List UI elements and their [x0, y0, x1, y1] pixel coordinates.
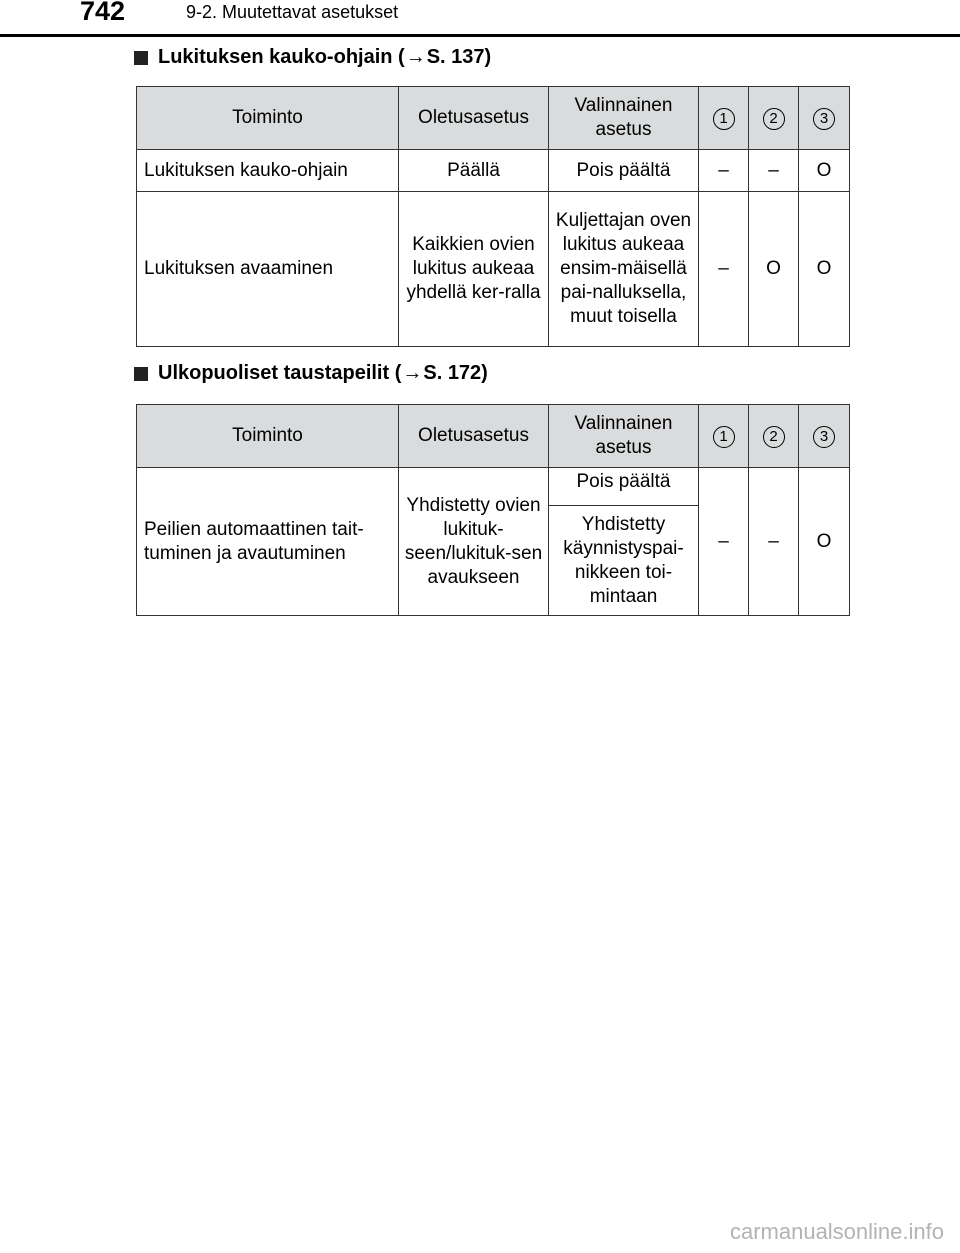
cell-method-1: – — [699, 468, 749, 616]
heading-remote-lock — [134, 46, 491, 69]
circled-number-3-icon: 3 — [813, 108, 835, 130]
cell-method-2: O — [749, 192, 799, 347]
circled-number-2-icon: 2 — [763, 108, 785, 130]
column-header-optional: Valinnainen asetus — [549, 405, 699, 468]
cell-default: Päällä — [399, 150, 549, 192]
column-header-default: Oletusasetus — [399, 405, 549, 468]
column-header-method-1 — [699, 405, 749, 468]
cell-optional: Kuljettajan oven lukitus aukeaa ensim-mäisellä pai-nalluksella, muut toisella — [549, 192, 699, 347]
heading-text: Ulkopuoliset taustapeilit ( — [158, 362, 402, 384]
cell-optional: Pois päältä — [549, 150, 699, 192]
table-row — [137, 150, 850, 192]
column-header-method-3 — [799, 87, 850, 150]
page-reference-link[interactable]: S. 137) — [426, 46, 492, 68]
arrow-right-icon: → — [405, 46, 426, 68]
bullet-square-icon — [134, 367, 148, 381]
cell-method-3: O — [799, 192, 850, 347]
heading-text: Lukituksen kauko-ohjain ( — [158, 46, 405, 68]
page-reference-link[interactable]: S. 172) — [423, 362, 488, 384]
table-header-row — [137, 405, 850, 468]
cell-default: Kaikkien ovien lukitus aukeaa yhdellä ker-ralla — [399, 192, 549, 347]
table-header-row — [137, 87, 850, 150]
cell-method-1: – — [699, 192, 749, 347]
header-divider — [0, 34, 960, 37]
settings-table-outside-mirrors — [136, 404, 850, 616]
cell-method-2: – — [749, 150, 799, 192]
cell-function: Lukituksen avaaminen — [137, 192, 399, 347]
table-row — [137, 192, 850, 347]
cell-optional-b: Yhdistetty käynnistyspai-nikkeen toi-mintaan — [549, 506, 699, 616]
cell-optional-a: Pois päältä — [549, 468, 699, 506]
cell-method-3: O — [799, 468, 850, 616]
circled-number-1-icon: 1 — [713, 426, 735, 448]
cell-method-3: O — [799, 150, 850, 192]
heading-outside-mirrors — [134, 362, 488, 385]
section-title: 9-2. Muutettavat asetukset — [186, 2, 399, 22]
circled-number-1-icon: 1 — [713, 108, 735, 130]
column-header-function: Toiminto — [137, 405, 399, 468]
page-number: 742 — [80, 0, 126, 26]
watermark: carmanualsonline.info — [729, 1219, 944, 1244]
settings-table-remote-lock — [136, 86, 850, 347]
column-header-default: Oletusasetus — [399, 87, 549, 150]
table-row — [137, 468, 850, 506]
circled-number-3-icon: 3 — [813, 426, 835, 448]
column-header-method-3 — [799, 405, 850, 468]
column-header-method-2 — [749, 87, 799, 150]
cell-default: Yhdistetty ovien lukituk-seen/lukituk-sen avaukseen — [399, 468, 549, 616]
column-header-method-2 — [749, 405, 799, 468]
cell-method-1: – — [699, 150, 749, 192]
column-header-function: Toiminto — [137, 87, 399, 150]
bullet-square-icon — [134, 51, 148, 65]
arrow-right-icon: → — [402, 362, 423, 384]
cell-function: Peilien automaattinen tait-tuminen ja avautuminen — [137, 468, 399, 616]
column-header-optional: Valinnainen asetus — [549, 87, 699, 150]
cell-method-2: – — [749, 468, 799, 616]
cell-function: Lukituksen kauko-ohjain — [137, 150, 399, 192]
column-header-method-1 — [699, 87, 749, 150]
circled-number-2-icon: 2 — [763, 426, 785, 448]
